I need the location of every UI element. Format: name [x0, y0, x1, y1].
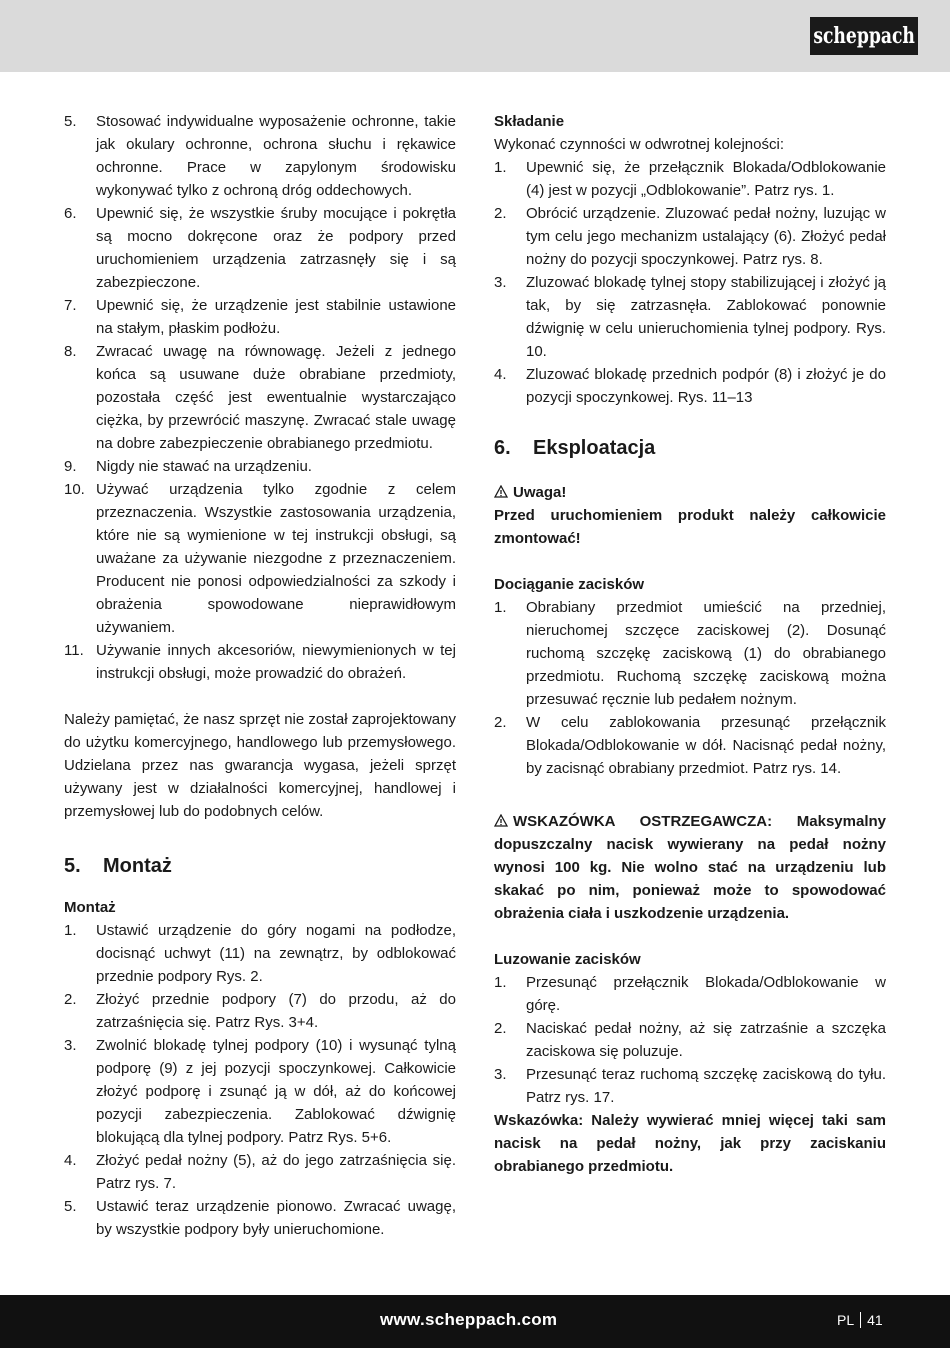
page-footer: [0, 1295, 950, 1348]
page-indicator: [837, 1309, 883, 1332]
item-number: 1.: [64, 922, 77, 939]
warning-triangle-icon: [494, 485, 508, 498]
item-text: Przesunąć teraz ruchomą szczękę zaciskową do tyłu. Patrz rys. 17.: [526, 1066, 886, 1106]
list-item: [64, 455, 456, 478]
item-number: 5.: [64, 113, 77, 130]
hint-note: Wskazówka: Należy wywierać mniej więcej taki sam nacisk na pedał nożny, jak przy zaciskaniu obrabianego przedmiotu.: [494, 1112, 886, 1175]
list-item: [64, 340, 456, 455]
spacer: [494, 925, 886, 948]
list-item: [64, 202, 456, 294]
website-link[interactable]: www.scheppach.com: [380, 1310, 558, 1329]
spacer: [64, 823, 456, 853]
spacer: [64, 685, 456, 708]
item-number: 3.: [494, 1066, 507, 1083]
list-item: [494, 596, 886, 711]
item-text: Obrabiany przedmiot umieścić na przedniej, nieruchomej szczęce zaciskowej (2). Dosunąć ruchomą szczękę zaciskową (1) do obrabianego przedmiotu. Ruchomą szczękę zaciskową można przesuwać ręcznie lub pedałem nożnym.: [526, 599, 886, 708]
item-number: 4.: [64, 1152, 77, 1169]
item-text: Przesunąć przełącznik Blokada/Odblokowanie w górę.: [526, 974, 886, 1014]
dociaganie-heading: Dociąganie zacisków: [494, 576, 645, 593]
spacer: [494, 780, 886, 810]
uwaga-label: [494, 481, 886, 504]
spacer: [494, 550, 886, 573]
skladanie-heading: Składanie: [494, 113, 565, 130]
item-number: 1.: [494, 599, 507, 616]
list-item: [64, 919, 456, 988]
item-number: 6.: [64, 205, 77, 222]
spacer: [494, 461, 886, 481]
item-text: Nigdy nie stawać na urządzeniu.: [96, 458, 312, 475]
item-text: Upewnić się, że wszystkie śruby mocujące i pokrętła są mocno dokręcone oraz że podpory przed uruchomieniem urządzenia zatrzasnęły się i są zabezpieczone.: [96, 205, 456, 291]
page-header: [0, 0, 950, 72]
list-item: [494, 971, 886, 1017]
item-number: 2.: [494, 714, 507, 731]
item-text: Ustawić urządzenie do góry nogami na podłodze, docisnąć uchwyt (11) na zewnątrz, by odblokować przednie podpory Rys. 2.: [96, 922, 456, 985]
item-number: 9.: [64, 458, 77, 475]
item-number: 10.: [64, 481, 85, 498]
item-text: Naciskać pedał nożny, aż się zatrzaśnie a szczęka zaciskowa się poluzuje.: [526, 1020, 886, 1060]
item-text: Złożyć przednie podpory (7) do przodu, aż do zatrzaśnięcia się. Patrz Rys. 3+4.: [96, 991, 456, 1031]
item-text: Zwolnić blokadę tylnej podpory (10) i wysunąć tylną podporę (9) z jej pozycji spoczynkowej. Całkowicie złożyć podporę i zsunąć ją w dół, aż do końcowej pozycji zabezpieczenia. Zablokować dźwignię blokującą dla tylnej podpory. Patrz Rys. 5+6.: [96, 1037, 456, 1146]
item-number: 11.: [64, 642, 84, 659]
scheppach-logo: [810, 17, 918, 55]
list-item: [494, 363, 886, 409]
item-number: 5.: [64, 1198, 77, 1215]
commercial-use-notice: Należy pamiętać, że nasz sprzęt nie został zaprojektowany do użytku komercyjnego, handlowego lub przemysłowego. Udzielana przez nas gwarancja wygasa, jeżeli sprzęt używany jest w działalności komercyjnej, handlowej i przemysłowej lub do podobnych celów.: [64, 711, 456, 820]
spacer: [494, 409, 886, 435]
item-text: Zwracać uwagę na równowagę. Jeżeli z jednego końca są usuwane duże obrabiane przedmioty, pozostała część jest ewentualnie wystarczająco ciężka, by przewrócić maszynę. Zwracać stale uwagę na dobre zabezpieczenie obrabianego przedmiotu.: [96, 343, 456, 452]
skladanie-intro: Wykonać czynności w odwrotnej kolejności:: [494, 136, 784, 153]
list-item: [64, 1034, 456, 1149]
warning-note-text: WSKAZÓWKA OSTRZEGAWCZA: Maksymalny dopuszczalny nacisk wywierany na pedał nożny wynosi 100 kg. Nie wolno stać na urządzeniu lub skakać po nim, ponieważ może to spowodować obrażenia ciała i uszkodzenie urządzenia.: [494, 813, 886, 922]
dociaganie-list: [494, 596, 886, 780]
list-item: [64, 110, 456, 202]
item-text: Złożyć pedał nożny (5), aż do jego zatrzaśnięcia się. Patrz rys. 7.: [96, 1152, 456, 1192]
item-text: Upewnić się, że urządzenie jest stabilnie ustawione na stałym, płaskim podłożu.: [96, 297, 456, 337]
safety-list: [64, 110, 456, 685]
item-number: 7.: [64, 297, 77, 314]
list-item: [64, 1149, 456, 1195]
uwaga-label-text: Uwaga!: [513, 484, 567, 501]
list-item: [494, 1063, 886, 1109]
left-column: [64, 110, 456, 1241]
list-item: [64, 478, 456, 639]
warning-triangle-icon: [494, 814, 508, 827]
skladanie-list: [494, 156, 886, 409]
list-item: [494, 711, 886, 780]
divider: [860, 1312, 861, 1328]
warning-note: [494, 810, 886, 925]
luzowanie-list: [494, 971, 886, 1109]
page-number: 41: [867, 1312, 883, 1328]
list-item: [64, 1195, 456, 1241]
section-number: 5.: [64, 855, 81, 877]
item-text: Używanie innych akcesoriów, niewymienionych w tej instrukcji obsługi, może prowadzić do obrażeń.: [96, 642, 456, 682]
item-text: Używać urządzenia tylko zgodnie z celem przeznaczenia. Wszystkie zastosowania urządzenia, które nie są wymienione w tej instrukcji obsługi, są uważane za używanie niezgodne z przeznaczeniem. Producent nie ponosi odpowiedzialności za szkody i obrażenia spowodowane nieprawidłowym używaniem.: [96, 481, 456, 636]
list-item: [494, 1017, 886, 1063]
language-code: PL: [837, 1312, 855, 1328]
item-number: 1.: [494, 159, 507, 176]
section-title-text: Eksploatacja: [533, 437, 656, 459]
right-column: [494, 110, 886, 1178]
list-item: [494, 271, 886, 363]
item-number: 3.: [494, 274, 507, 291]
list-item: [494, 156, 886, 202]
item-text: Zluzować blokadę przednich podpór (8) i złożyć je do pozycji spoczynkowej. Rys. 11–13: [526, 366, 886, 406]
spacer: [64, 879, 456, 896]
section-5-title: [64, 853, 456, 879]
item-number: 2.: [64, 991, 77, 1008]
logo-text: scheppach: [813, 22, 915, 49]
item-number: 8.: [64, 343, 77, 360]
item-text: Zluzować blokadę tylnej stopy stabilizującej i złożyć ją tak, by się zatrzasnęła. Zablokować ponownie dźwignię w celu unieruchomienia tylnej podpory. Rys. 10.: [526, 274, 886, 360]
item-text: Ustawić teraz urządzenie pionowo. Zwracać uwagę, by wszystkie podpory były unieruchomione.: [96, 1198, 456, 1238]
item-number: 1.: [494, 974, 507, 991]
item-text: Stosować indywidualne wyposażenie ochronne, takie jak okulary ochronne, ochrona słuchu i rękawice ochronne. Prace w zapylonym środowisku wykonywać tylko z ochroną dróg oddechowych.: [96, 113, 456, 199]
list-item: [494, 202, 886, 271]
montaz-heading: Montaż: [64, 899, 116, 916]
item-number: 4.: [494, 366, 507, 383]
section-title-text: Montaż: [103, 855, 172, 877]
item-text: Upewnić się, że przełącznik Blokada/Odblokowanie (4) jest w pozycji „Odblokowanie”. Patrz rys. 1.: [526, 159, 886, 199]
uwaga-text: Przed uruchomieniem produkt należy całkowicie zmontować!: [494, 507, 886, 547]
luzowanie-heading: Luzowanie zacisków: [494, 951, 641, 968]
section-6-title: [494, 435, 886, 461]
list-item: [64, 294, 456, 340]
list-item: [64, 988, 456, 1034]
item-number: 2.: [494, 205, 507, 222]
item-number: 3.: [64, 1037, 77, 1054]
item-text: W celu zablokowania przesunąć przełącznik Blokada/Odblokowanie w dół. Nacisnąć pedał nożny, by zacisnąć obrabiany przedmiot. Patrz rys. 14.: [526, 714, 886, 777]
list-item: [64, 639, 456, 685]
section-number: 6.: [494, 437, 511, 459]
montaz-list: [64, 919, 456, 1241]
item-number: 2.: [494, 1020, 507, 1037]
item-text: Obrócić urządzenie. Zluzować pedał nożny, luzując w tym celu jego mechanizm ustalający (6). Złożyć pedał nożny do pozycji spoczynkowej. Patrz rys. 8.: [526, 205, 886, 268]
